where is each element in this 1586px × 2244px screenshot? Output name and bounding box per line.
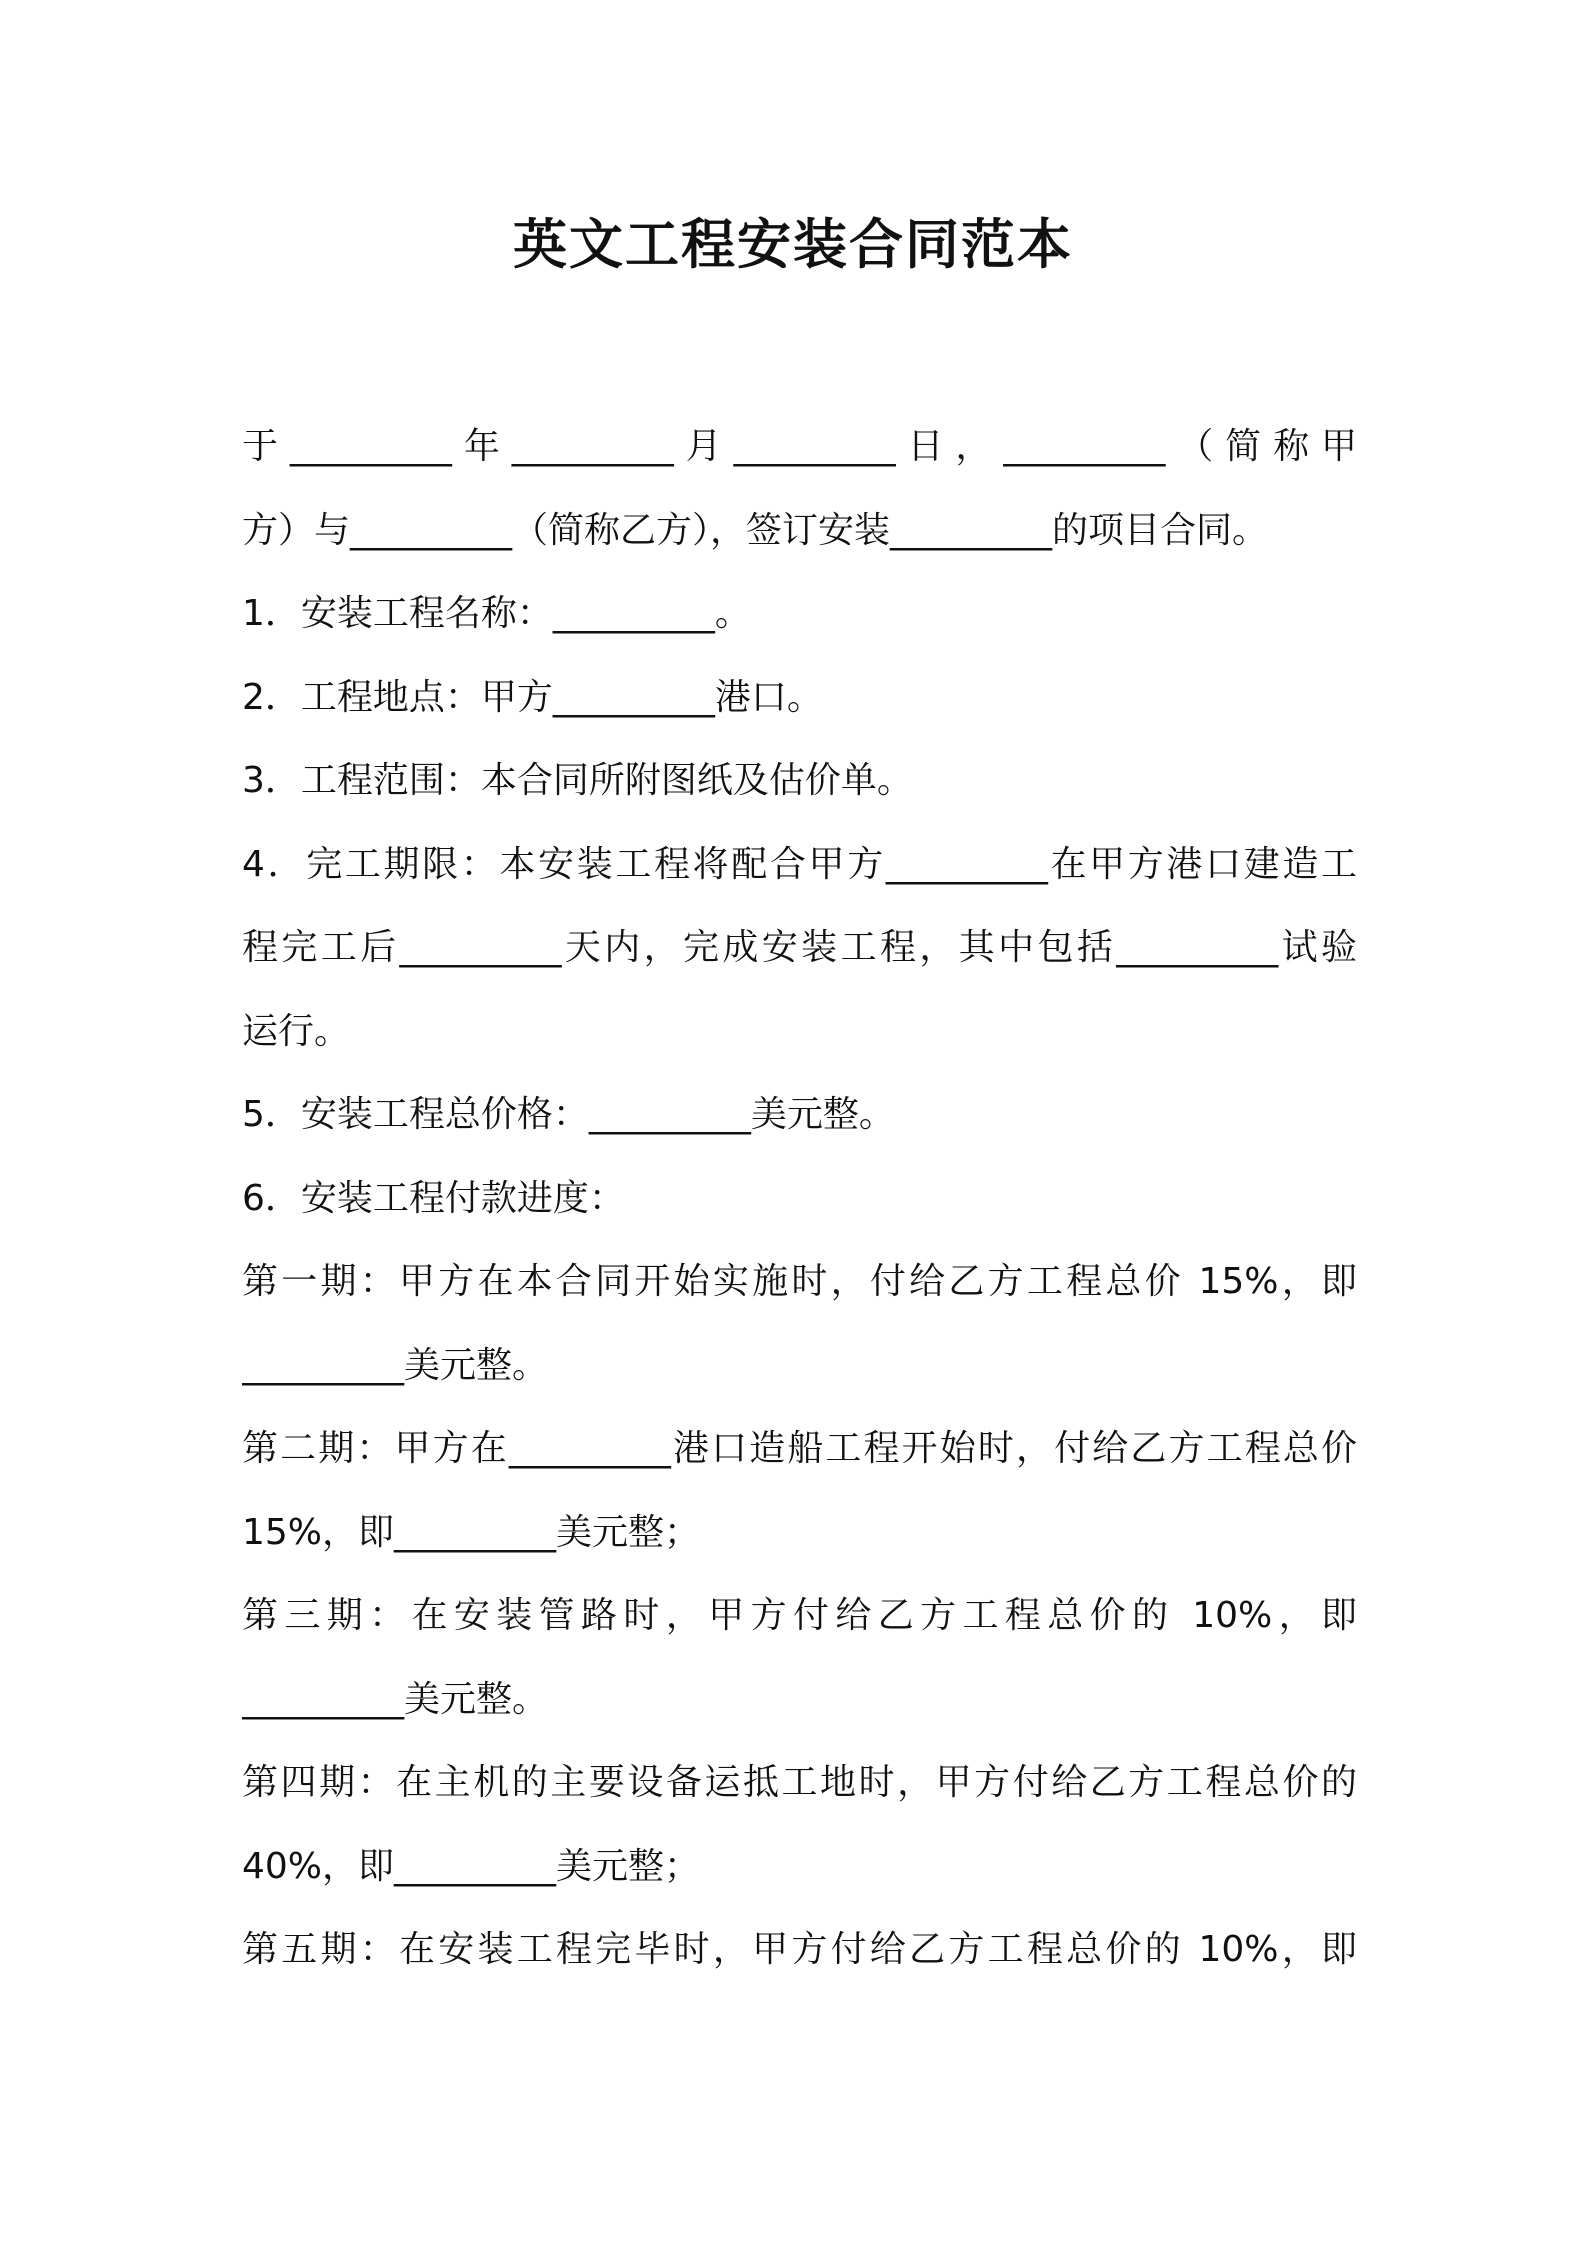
text-line: _________美元整。 — [242, 1344, 549, 1386]
text-line: 3．工程范围：本合同所附图纸及估价单。 — [242, 760, 913, 801]
text-line: 第四期：在主机的主要设备运抵工地时，甲方付给乙方工程总价的 — [242, 1762, 1357, 1803]
text-line: 运行。 — [242, 1010, 351, 1052]
text-line: 1．安装工程名称：_________。 — [242, 593, 751, 634]
text-line: 40%，即_________美元整； — [242, 1845, 701, 1887]
text-line: 4．完工期限：本安装工程将配合甲方_________在甲方港口建造工 — [242, 843, 1357, 885]
text-line: 程完工后_________天内，完成安装工程，其中包括_________试验 — [242, 927, 1357, 968]
document-body — [242, 405, 1357, 1992]
text-line: 15%，即_________美元整； — [242, 1511, 701, 1553]
text-line: 2．工程地点：甲方_________港口。 — [242, 676, 823, 718]
text-line: 第一期：甲方在本合同开始实施时，付给乙方工程总价 15%，即 — [242, 1261, 1357, 1302]
text-line: 第五期：在安装工程完毕时，甲方付给乙方工程总价的 10%，即 — [242, 1929, 1357, 1970]
text-line: _________美元整。 — [242, 1678, 549, 1720]
text-line: 第三期：在安装管路时，甲方付给乙方工程总价的 10%，即 — [242, 1595, 1357, 1636]
text-line: 于_________年_________月_________日，_________（简称甲 — [242, 426, 1357, 467]
document-title: 英文工程安装合同范本 — [513, 213, 1073, 276]
text-line: 第二期：甲方在_________港口造船工程开始时，付给乙方工程总价 — [242, 1428, 1357, 1469]
text-line: 5．安装工程总价格：_________美元整。 — [242, 1094, 895, 1135]
text-line: 6．安装工程付款进度： — [242, 1177, 625, 1219]
text-line: 方）与_________（简称乙方），签订安装_________的项目合同。 — [242, 509, 1269, 551]
